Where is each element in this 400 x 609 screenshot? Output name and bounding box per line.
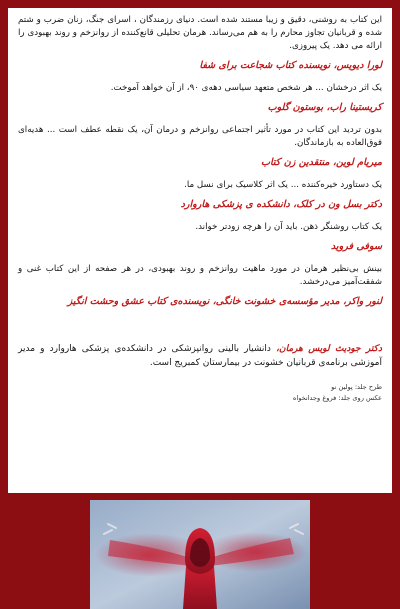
testimonial-text: یک اثر درخشان ... هر شخص متعهد سیاسی دهه‌ی ۹۰، از آن خواهد آموخت.	[110, 83, 382, 93]
author-bio-name: دکتر جودیث لویس هرمان،	[276, 344, 382, 354]
cover-photo	[90, 500, 310, 609]
testimonial-5	[18, 221, 382, 253]
testimonial-author: میریام لوین، منتقدین زن کتاب	[260, 157, 382, 168]
testimonial-1	[18, 14, 382, 72]
testimonial-author: لورا دیویس، نویسنده کتاب شجاعت برای شفا	[199, 60, 382, 71]
testimonial-text: بینش بی‌نظیر هرمان در مورد ماهیت روانزخم و روند بهبودی، در هر صفحه از این کتاب غنی و شفقت‌آمیز می‌درخشد.	[18, 264, 382, 287]
author-bio	[18, 342, 382, 370]
testimonial-2	[18, 82, 382, 114]
author-bio-text: دانشیار بالینی روانپزشکی در دانشکده‌ی پزشکی هاروارد و مدیر آموزشی برنامه‌ی قربانیان خشونت در بیمارستان کمبریج است.	[18, 344, 382, 368]
cover-photo-credit: عکس روی جلد: فروغ وجدانخواه	[292, 394, 382, 402]
testimonial-4	[18, 179, 382, 211]
testimonial-text: یک دستاورد خیره‌کننده ... یک اثر کلاسیک برای نسل ما.	[184, 180, 382, 190]
testimonial-3	[18, 124, 382, 169]
testimonial-author: کریستینا راب، بوستون گلوب	[267, 102, 382, 113]
cover-design-credit: طرح جلد: پولین نو	[331, 383, 382, 391]
testimonial-text: این کتاب به روشنی، دقیق و زیبا مستند شده است. دنیای رزمندگان ، اسرای جنگ، زنان ضرب و شتم شده و قربانیان تجاوز محارم را به هم می‌رساند. هرمان تحلیلی قانع‌کننده از روانزخم و روند بهبودی را ارائه می دهد. یک پیروزی.	[18, 15, 382, 51]
testimonial-6	[18, 263, 382, 308]
testimonial-author: لنور واکر، مدیر مؤسسه‌ی خشونت خانگی، نویسنده‌ی کتاب عشق وحشت انگیز	[67, 296, 382, 307]
testimonial-text: یک کتاب روشنگر ذهن. باید آن را هرچه زودتر خواند.	[195, 222, 382, 232]
testimonial-text: بدون تردید این کتاب در مورد تأثیر اجتماعی روانزخم و درمان آن، یک نقطه عطف است ... هدیه‌ای فوق‌العاده به بازماندگان.	[18, 125, 382, 148]
content-panel	[8, 8, 392, 493]
testimonial-author: سوفی فروید	[330, 241, 382, 252]
hooded-figure-image	[90, 500, 310, 609]
testimonial-author: دکتر بسل ون در کلک، دانشکده ی پزشکی هاروارد	[180, 199, 382, 210]
